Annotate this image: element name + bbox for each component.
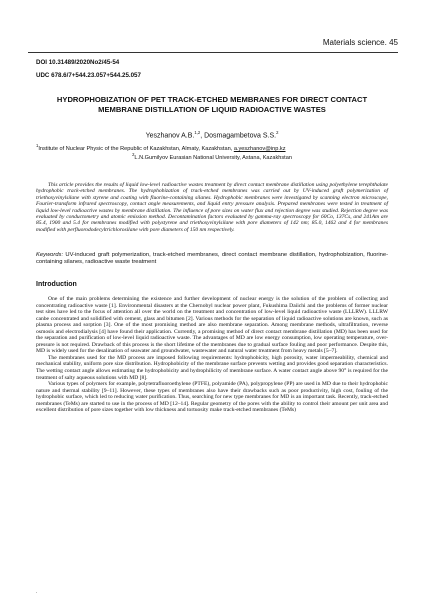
keywords-text: UV-induced graft polymerization, track-etched membranes, direct contact membrane distillation, hydrophobization, fluorine-containing silanes, radioactive waste treatment [36, 252, 388, 265]
abstract: This article provides the results of liquid low-level radioactive wastes treatment by direct contact membrane distillation using polyethylene terephthalate hydrophobic track-etched membranes. The hydrophobization of track-etched membranes was carried out by UV-induced graft polymerization of triethoxyvinylsilane with styrene and coating with fluorine-containing silanes. Hydrophobic membranes were investigated by scanning electron microscope, Fourier-transform infrared spectroscopy, contact angle measurements, and liquid entry pressure analysis. Prepared membranes were tested in treatment of liquid low-level radioactive wastes by membrane distillation. The influence of pore sizes on water flux and rejection degree was studied. Rejection degree was evaluated by conductometry and atomic emission method. Decontamination factors evaluated by gamma-ray spectroscopy for 60Co, 137Cs, and 241Am are 85.4, 1900 and 5.4 for membranes modified with polystyrene and triethoxyvinylsilane with pore diameters of 142 nm; 85.0, 1462 and 4 for membranes modified with perfluorododecyltrichlorosilane with pore diameters of 150 nm respectively. [36, 182, 388, 233]
author-1: Yeszhanov A.B. [145, 132, 195, 140]
paragraph: Various types of polymers for example, polytetrafluoroethylene (PTFE), polyamide (PA), polypropylene (PP) are used in MD due to their hydrophobic nature and thermal stability [9–11]. However, these types of membranes also have their drawbacks such as poor productivity, high cost, fouling of the hydrophobic surface, which led to reducing water purification. Thus, searching for new type membranes for MD is an important task. Recently, track-etched membranes (TeMs) are started to use in the process of MD [12–14]. Regular geometry of the pores with the ability to control their amount per unit area and excellent distribution of pore sizes together with low thickness and tortuosity make track-etched membranes (TeMs) [36, 381, 388, 414]
journal-name: Materials science. [322, 38, 387, 47]
section-heading: Introduction [36, 281, 77, 288]
running-header [323, 38, 398, 47]
keywords [36, 252, 388, 266]
paragraph: The membranes used for the MD process are imposed following requirements: hydrophobicity, high porosity, water impermeability, chemical and mechanical stability, uniform pore size distribution. Hydrophobicity of the membrane surface prevents wetting and provides good separation characteristics. The wetting contact angle allows estimating the hydrophobicity and hydrophilicity of membrane surface. A water contact angle above 90° is required for the treatment of salty aqueous solutions with MD [8]. [36, 354, 388, 381]
author-email-link[interactable]: a.yeszhanov@inp.kz [233, 145, 286, 152]
affiliation-1-sup: 1 [36, 143, 39, 148]
doi: DOI 10.31489/2020No2/45-54 [36, 59, 120, 66]
paper-title: HYDROPHOBIZATION OF PET TRACK-ETCHED MEMBRANES FOR DIRECT CONTACT MEMBRANE DISTILLATION OF LIQUID RADIOACTIVE WASTES [56, 95, 368, 114]
author-2-sup: 2 [276, 130, 279, 135]
footer-mark: . [36, 590, 38, 595]
body-text [36, 296, 388, 414]
affiliation-2 [36, 151, 388, 162]
affiliation-2-text: L.N.Gumilyov Eurasian National University, Astana, Kazakhstan [134, 154, 292, 161]
paragraph: One of the main problems determining the existence and further development of nuclear energy is the solution of the problem of collecting and concentrating radioactive waste [1]. Environmental disasters at the Chernobyl nuclear power plant, Fukushima Daiichi and the problems of former nuclear test sites have led to the focus of attention all over the world on the treatment and concentration of low-level liquid radioactive waste (LLLRW). LLLRW canbe concentrated and solidified with cement, glass and bitumen [2]. Various methods for the separation of liquid radioactive solutions are known, such as plasma process and sorption [3]. One of the most promising method are also membrane separation. Among membrane methods, ultrafiltration, reverse osmosis and electrodialysis [4] have found their application. Currently, a promising method of direct contact membrane distillation (MD) has been used for the separation and purification of low-level liquid radioactive waste. The advantages of MD are low energy consumption, low operating temperature, over-pressure is not required. Drawback of this process is the short lifetime of the membranes due to gradual surface fouling and poor performance. Despite this, MD is widely used for the desalination of seawater and groundwater, wastewater and natural water treatment from heavy metals [5–7]. [36, 296, 388, 355]
page-number: 45 [389, 38, 398, 47]
header-rule [28, 52, 398, 53]
author-line [0, 130, 424, 139]
author-separator: , [200, 132, 205, 140]
keywords-label: Keywords: [36, 252, 64, 258]
author-2: Dosmagambetova S.S. [204, 132, 277, 140]
affiliation-1-text: Institute of Nuclear Physic of the Republic of Kazakhstan, Almaty, Kazakhstan, [38, 145, 234, 152]
udc: UDC 678.6/7+544.23.057+544.25.057 [36, 72, 141, 79]
author-1-sup: 1,2 [194, 130, 201, 135]
affiliation-2-sup: 2 [132, 152, 135, 157]
